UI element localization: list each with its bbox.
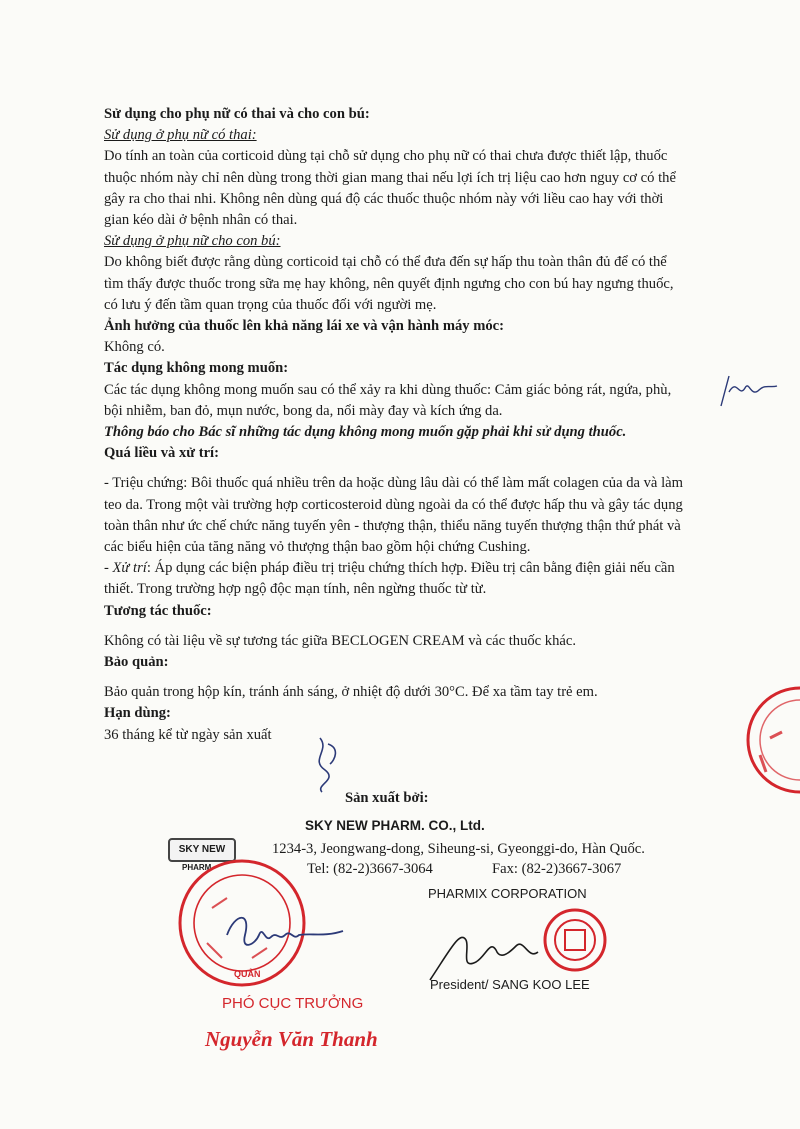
storage-heading: Bảo quản:	[104, 654, 169, 671]
official-name: Nguyễn Văn Thanh	[205, 1027, 378, 1051]
svg-text:QUẢN: QUẢN	[234, 969, 261, 979]
symptoms-label: Triệu chứng	[112, 475, 184, 492]
storage-text: Bảo quản trong hộp kín, tránh ánh sáng, ở nhiệt độ dưới 30°C. Để xa tầm tay trẻ em.	[104, 684, 598, 701]
president-name: President/ SANG KOO LEE	[430, 977, 590, 992]
pharmix-seal	[540, 905, 610, 975]
overdose-heading: Quá liều và xử trí:	[104, 445, 219, 462]
manufacturer-name: SKY NEW PHARM. CO., Ltd.	[305, 818, 485, 833]
pregnancy-heading: Sử dụng cho phụ nữ có thai và cho con bú:	[104, 106, 370, 122]
treatment-label: Xử trí	[112, 560, 147, 577]
margin-initials	[715, 368, 785, 413]
treatment-text: : Áp dụng các biện pháp điều trị triệu chứng thích hợp. Điều trị cân bằng điện giải nếu cần thiết. Trong trường hợp ngộ độc mạn tính, nên ngừng thuốc từ từ.	[104, 560, 675, 598]
adverse-notice: Thông báo cho Bác sĩ những tác dụng không mong muốn gặp phải khi sử dụng thuốc.	[104, 424, 627, 441]
lactation-subheading: Sử dụng ở phụ nữ cho con bú:	[104, 233, 281, 250]
interaction-text: Không có tài liệu về sự tương tác giữa BECLOGEN CREAM và các thuốc khác.	[104, 632, 576, 649]
logo-subtext: PHARM	[182, 863, 212, 872]
symptoms-item: - Triệu chứng: Bôi thuốc quá nhiều trên da hoặc dùng lâu dài có thể làm mất colagen của da và làm teo da. Trong một vài trường hợp corticosteroid dùng ngoài da có thể được hấp thu và gây tác dụng toàn thân như ức chế chức năng tuyến yên - thượng thận, thiểu năng tuyến thượng thận thứ phát và các biểu hiện của tăng năng vỏ thượng thận bao gồm hội chứng Cushing.	[104, 475, 683, 556]
treatment-item: - Xử trí: Áp dụng các biện pháp điều trị triệu chứng thích hợp. Điều trị cân bằng điện giải nếu cần thiết. Trong trường hợp ngộ độc mạn tính, nên ngừng thuốc từ từ.	[104, 560, 675, 598]
symptoms-text: : Bôi thuốc quá nhiều trên da hoặc dùng lâu dài có thể làm mất colagen của da và làm teo da. Trong một vài trường hợp corticosteroid dùng ngoài da có thể được hấp thu và gây tác dụng toàn thân như ức chế chức năng tuyến yên - thượng thận, thiểu năng tuyến thượng thận thứ phát và các biểu hiện của tăng năng vỏ thượng thận bao gồm hội chứng Cushing.	[104, 475, 683, 556]
manufacturer-fax: Fax: (82-2)3667-3067	[492, 861, 622, 877]
pregnancy-text: Do tính an toàn của corticoid dùng tại chỗ sử dụng cho phụ nữ có thai chưa được thiết lập, thuốc thuộc nhóm này chỉ nên dùng trong thời gian mang thai nếu lợi ích trị liệu cao hơn nguy cơ có thể gây ra cho thai nhi. Không nên dùng quá độ các thuốc thuộc nhóm này với liều cao hay với thời gian kéo dài ở bệnh nhân có thai.	[104, 148, 676, 229]
official-title: PHÓ CỤC TRƯỞNG	[222, 995, 364, 1012]
pregnancy-subheading: Sử dụng ở phụ nữ có thai:	[104, 127, 257, 144]
adverse-heading: Tác dụng không mong muốn:	[104, 360, 289, 377]
lactation-text: Do không biết được rằng dùng corticoid tại chỗ có thể đưa đến sự hấp thu toàn thân đủ để có thể tìm thấy được thuốc trong sữa mẹ hay không, nên quyết định ngưng cho con bú hay ngưng thuốc, có lưu ý đến tầm quan trọng của thuốc đối với người mẹ.	[104, 254, 674, 313]
interaction-heading: Tương tác thuốc:	[104, 602, 212, 619]
manufacturer-label: Sản xuất bởi:	[345, 790, 429, 806]
adverse-text: Các tác dụng không mong muốn sau có thể xảy ra khi dùng thuốc: Cảm giác bỏng rát, ngứa, phù, bội nhiễm, ban đỏ, mụn nước, bong da, nổi mày đay và kích ứng da.	[104, 381, 672, 419]
official-signature	[215, 905, 355, 965]
pharmix-name: PHARMIX CORPORATION	[428, 886, 587, 901]
manufacturer-address: 1234-3, Jeongwang-dong, Siheung-si, Gyeonggi-do, Hàn Quốc.	[272, 841, 645, 857]
edge-stamp	[730, 680, 800, 800]
driving-heading: Ảnh hưởng của thuốc lên khả năng lái xe và vận hành máy móc:	[104, 318, 505, 335]
driving-text: Không có.	[104, 339, 165, 356]
logo-box: SKY NEW	[168, 838, 236, 862]
manufacturer-tel: Tel: (82-2)3667-3064	[307, 861, 433, 877]
expiry-text: 36 tháng kể từ ngày sản xuất	[104, 726, 272, 743]
expiry-heading: Hạn dùng:	[104, 705, 171, 722]
leaflet-body	[104, 104, 684, 746]
